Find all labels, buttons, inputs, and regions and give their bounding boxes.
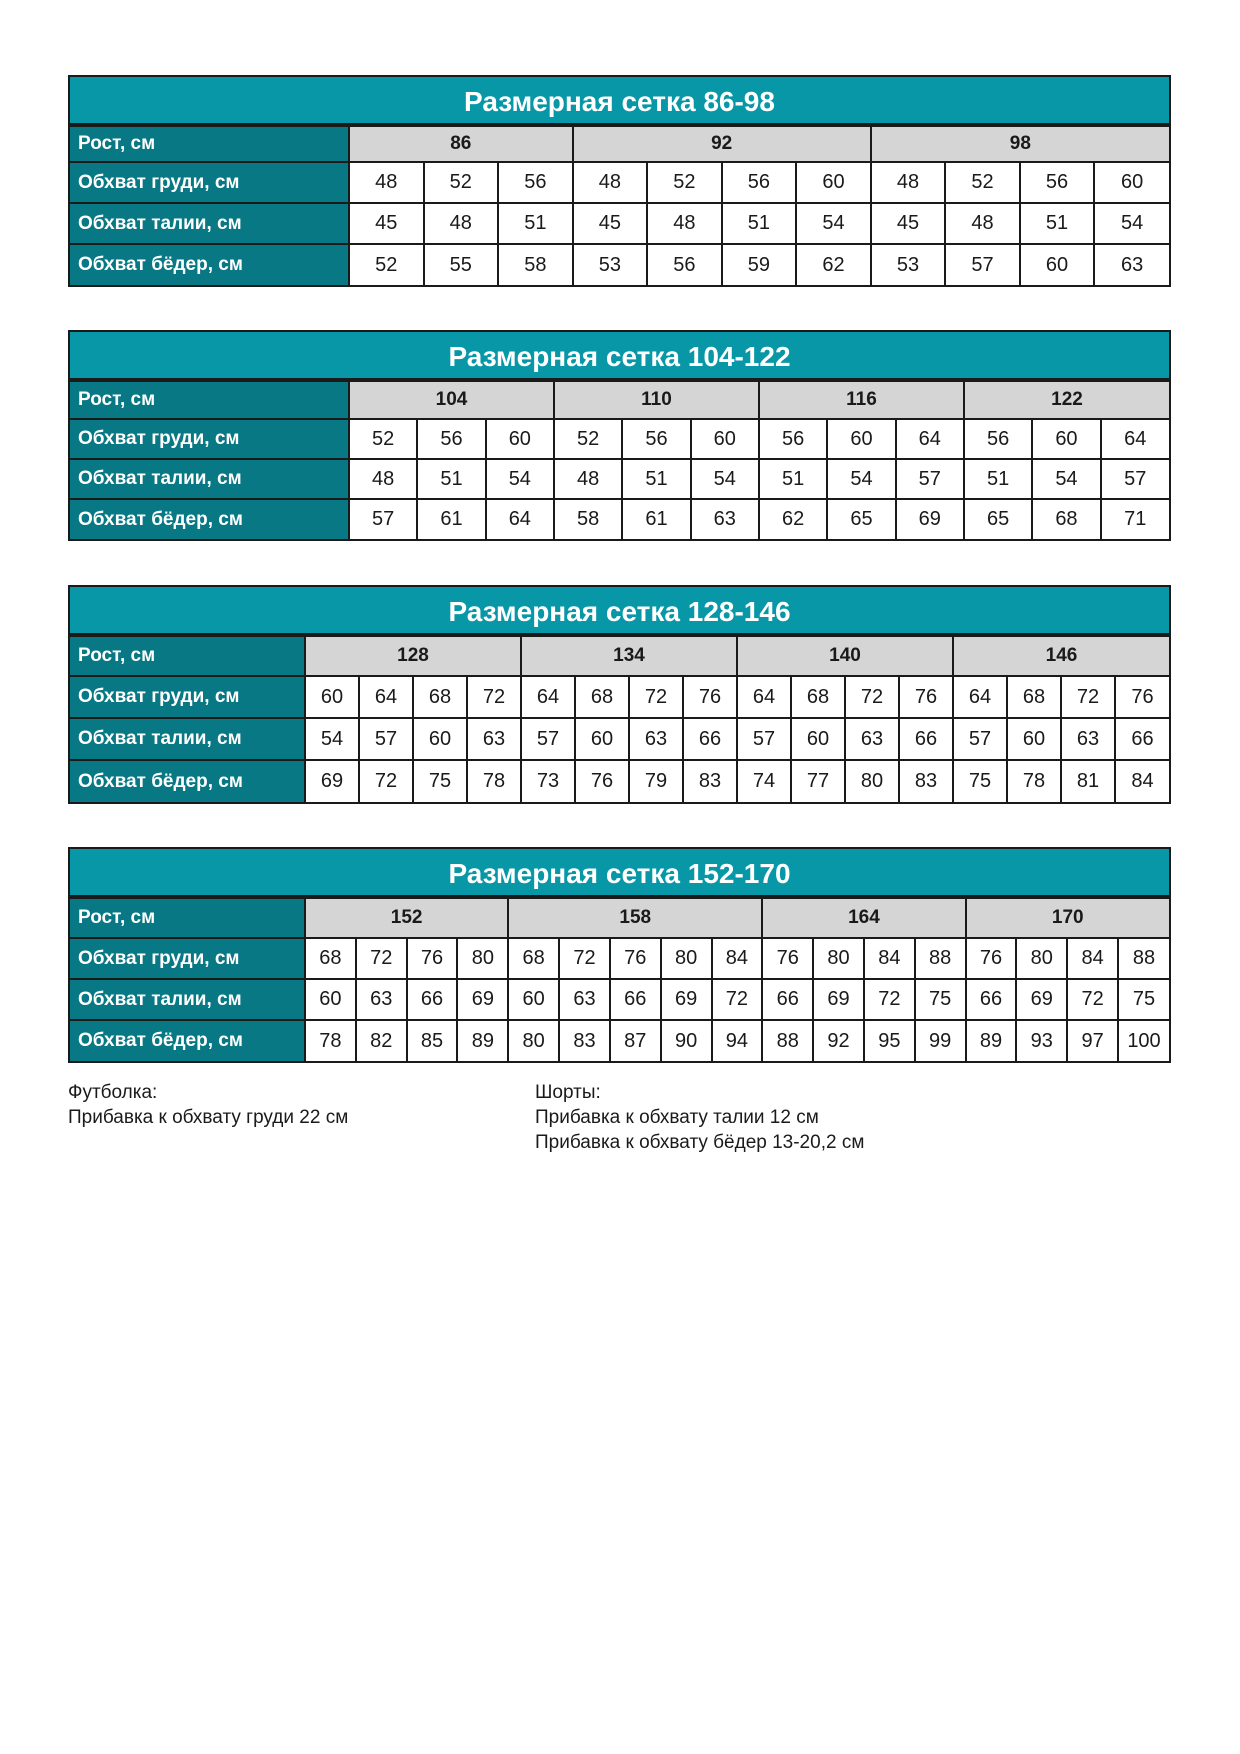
value-cell: 83 [559, 1020, 610, 1061]
value-cell: 88 [762, 1020, 813, 1061]
height-header: 98 [871, 126, 1169, 162]
size-table [70, 125, 1169, 285]
value-cell: 54 [827, 459, 895, 499]
value-cell: 72 [356, 938, 407, 979]
value-cell: 48 [573, 162, 648, 203]
value-cell: 84 [712, 938, 763, 979]
row-label: Обхват груди, см [70, 676, 305, 718]
value-cell: 85 [407, 1020, 458, 1061]
value-cell: 65 [964, 499, 1032, 539]
value-cell: 69 [896, 499, 964, 539]
value-cell: 54 [1032, 459, 1100, 499]
value-cell: 57 [945, 244, 1020, 285]
value-cell: 69 [305, 760, 359, 802]
chest-row [70, 419, 1169, 459]
value-cell: 63 [559, 979, 610, 1020]
height-header: 170 [966, 898, 1169, 938]
size-grid-3 [68, 585, 1171, 804]
value-cell: 63 [691, 499, 759, 539]
grid-title: Размерная сетка 104-122 [70, 332, 1169, 380]
note-line: Футболка: [68, 1082, 158, 1103]
value-cell: 84 [864, 938, 915, 979]
value-cell: 72 [559, 938, 610, 979]
value-cell: 57 [896, 459, 964, 499]
value-cell: 56 [647, 244, 722, 285]
value-cell: 51 [964, 459, 1032, 499]
height-header: 134 [521, 636, 737, 676]
value-cell: 60 [1007, 718, 1061, 760]
value-cell: 73 [521, 760, 575, 802]
value-cell: 72 [1061, 676, 1115, 718]
value-cell: 94 [712, 1020, 763, 1061]
row-label: Обхват талии, см [70, 979, 305, 1020]
value-cell: 64 [486, 499, 554, 539]
value-cell: 64 [1101, 419, 1169, 459]
value-cell: 65 [827, 499, 895, 539]
size-table [70, 897, 1169, 1061]
row-label: Обхват груди, см [70, 162, 349, 203]
value-cell: 54 [305, 718, 359, 760]
value-cell: 63 [356, 979, 407, 1020]
value-cell: 88 [1118, 938, 1169, 979]
value-cell: 48 [554, 459, 622, 499]
height-label: Рост, см [70, 898, 305, 938]
value-cell: 84 [1115, 760, 1169, 802]
value-cell: 89 [457, 1020, 508, 1061]
value-cell: 80 [1016, 938, 1067, 979]
value-cell: 76 [683, 676, 737, 718]
value-cell: 80 [813, 938, 864, 979]
height-header: 116 [759, 381, 964, 419]
value-cell: 72 [359, 760, 413, 802]
value-cell: 56 [498, 162, 573, 203]
value-cell: 60 [305, 676, 359, 718]
size-grid-1 [68, 75, 1171, 287]
value-cell: 54 [691, 459, 759, 499]
value-cell: 57 [953, 718, 1007, 760]
height-header: 146 [953, 636, 1169, 676]
value-cell: 60 [305, 979, 356, 1020]
value-cell: 100 [1118, 1020, 1169, 1061]
notes-shorts [535, 1080, 864, 1155]
row-label: Обхват бёдер, см [70, 1020, 305, 1061]
value-cell: 48 [424, 203, 499, 244]
value-cell: 66 [1115, 718, 1169, 760]
value-cell: 80 [457, 938, 508, 979]
row-label: Обхват талии, см [70, 459, 349, 499]
value-cell: 51 [759, 459, 827, 499]
value-cell: 69 [1016, 979, 1067, 1020]
chest-row [70, 162, 1169, 203]
value-cell: 66 [899, 718, 953, 760]
row-label: Обхват талии, см [70, 203, 349, 244]
waist-row [70, 718, 1169, 760]
size-grid-4 [68, 847, 1171, 1063]
value-cell: 69 [813, 979, 864, 1020]
height-header: 164 [762, 898, 965, 938]
value-cell: 54 [1094, 203, 1169, 244]
value-cell: 53 [573, 244, 648, 285]
notes-tshirt [68, 1080, 348, 1130]
value-cell: 68 [791, 676, 845, 718]
value-cell: 78 [467, 760, 521, 802]
value-cell: 76 [407, 938, 458, 979]
value-cell: 64 [359, 676, 413, 718]
value-cell: 75 [1118, 979, 1169, 1020]
height-header: 152 [305, 898, 508, 938]
value-cell: 72 [467, 676, 521, 718]
value-cell: 63 [845, 718, 899, 760]
value-cell: 45 [871, 203, 946, 244]
value-cell: 51 [498, 203, 573, 244]
value-cell: 63 [1094, 244, 1169, 285]
height-header: 158 [508, 898, 762, 938]
value-cell: 51 [622, 459, 690, 499]
value-cell: 69 [661, 979, 712, 1020]
size-table [70, 635, 1169, 802]
value-cell: 84 [1067, 938, 1118, 979]
value-cell: 66 [762, 979, 813, 1020]
row-label: Обхват бёдер, см [70, 244, 349, 285]
value-cell: 64 [896, 419, 964, 459]
grid-title: Размерная сетка 86-98 [70, 77, 1169, 125]
height-header: 86 [349, 126, 573, 162]
value-cell: 77 [791, 760, 845, 802]
value-cell: 53 [871, 244, 946, 285]
size-grid-2 [68, 330, 1171, 541]
value-cell: 45 [349, 203, 424, 244]
row-label: Обхват бёдер, см [70, 760, 305, 802]
value-cell: 75 [953, 760, 1007, 802]
value-cell: 71 [1101, 499, 1169, 539]
value-cell: 48 [349, 459, 417, 499]
value-cell: 76 [762, 938, 813, 979]
value-cell: 60 [508, 979, 559, 1020]
value-cell: 95 [864, 1020, 915, 1061]
note-line: Прибавка к обхвату груди 22 см [68, 1107, 349, 1128]
value-cell: 61 [622, 499, 690, 539]
value-cell: 60 [827, 419, 895, 459]
value-cell: 52 [647, 162, 722, 203]
value-cell: 60 [1032, 419, 1100, 459]
value-cell: 83 [683, 760, 737, 802]
value-cell: 48 [871, 162, 946, 203]
row-label: Обхват груди, см [70, 938, 305, 979]
value-cell: 83 [899, 760, 953, 802]
value-cell: 57 [521, 718, 575, 760]
value-cell: 80 [845, 760, 899, 802]
value-cell: 51 [1020, 203, 1095, 244]
value-cell: 57 [349, 499, 417, 539]
value-cell: 66 [407, 979, 458, 1020]
value-cell: 59 [722, 244, 797, 285]
value-cell: 51 [417, 459, 485, 499]
value-cell: 66 [683, 718, 737, 760]
value-cell: 74 [737, 760, 791, 802]
value-cell: 64 [953, 676, 1007, 718]
value-cell: 87 [610, 1020, 661, 1061]
value-cell: 75 [915, 979, 966, 1020]
value-cell: 79 [629, 760, 683, 802]
value-cell: 72 [712, 979, 763, 1020]
value-cell: 63 [467, 718, 521, 760]
value-cell: 62 [759, 499, 827, 539]
height-header: 122 [964, 381, 1169, 419]
value-cell: 69 [457, 979, 508, 1020]
value-cell: 64 [737, 676, 791, 718]
value-cell: 68 [1032, 499, 1100, 539]
value-cell: 92 [813, 1020, 864, 1061]
value-cell: 56 [1020, 162, 1095, 203]
note-line: Шорты: [535, 1082, 601, 1103]
value-cell: 61 [417, 499, 485, 539]
hips-row [70, 244, 1169, 285]
value-cell: 56 [622, 419, 690, 459]
value-cell: 99 [915, 1020, 966, 1061]
value-cell: 72 [1067, 979, 1118, 1020]
note-line: Прибавка к обхвату бёдер 13-20,2 см [535, 1132, 865, 1153]
note-line: Прибавка к обхвату талии 12 см [535, 1107, 819, 1128]
value-cell: 89 [966, 1020, 1017, 1061]
hips-row [70, 760, 1169, 802]
value-cell: 52 [554, 419, 622, 459]
value-cell: 60 [796, 162, 871, 203]
value-cell: 60 [486, 419, 554, 459]
row-label: Обхват талии, см [70, 718, 305, 760]
value-cell: 88 [915, 938, 966, 979]
waist-row [70, 979, 1169, 1020]
height-label: Рост, см [70, 636, 305, 676]
hips-row [70, 499, 1169, 539]
height-header: 104 [349, 381, 554, 419]
height-header: 110 [554, 381, 759, 419]
value-cell: 56 [759, 419, 827, 459]
grid-title: Размерная сетка 152-170 [70, 849, 1169, 897]
chest-row [70, 676, 1169, 718]
value-cell: 72 [864, 979, 915, 1020]
value-cell: 57 [737, 718, 791, 760]
value-cell: 52 [349, 419, 417, 459]
value-cell: 62 [796, 244, 871, 285]
value-cell: 56 [417, 419, 485, 459]
value-cell: 78 [1007, 760, 1061, 802]
value-cell: 55 [424, 244, 499, 285]
value-cell: 68 [413, 676, 467, 718]
size-table [70, 380, 1169, 539]
value-cell: 75 [413, 760, 467, 802]
value-cell: 48 [349, 162, 424, 203]
value-cell: 72 [845, 676, 899, 718]
hips-row [70, 1020, 1169, 1061]
value-cell: 66 [966, 979, 1017, 1020]
value-cell: 72 [629, 676, 683, 718]
value-cell: 54 [796, 203, 871, 244]
value-cell: 93 [1016, 1020, 1067, 1061]
value-cell: 68 [508, 938, 559, 979]
value-cell: 58 [498, 244, 573, 285]
row-label: Обхват бёдер, см [70, 499, 349, 539]
value-cell: 63 [1061, 718, 1115, 760]
height-label: Рост, см [70, 126, 349, 162]
value-cell: 76 [575, 760, 629, 802]
value-cell: 56 [964, 419, 1032, 459]
value-cell: 56 [722, 162, 797, 203]
value-cell: 78 [305, 1020, 356, 1061]
grid-title: Размерная сетка 128-146 [70, 587, 1169, 635]
height-header: 92 [573, 126, 871, 162]
value-cell: 68 [305, 938, 356, 979]
value-cell: 68 [1007, 676, 1061, 718]
value-cell: 97 [1067, 1020, 1118, 1061]
waist-row [70, 203, 1169, 244]
value-cell: 76 [1115, 676, 1169, 718]
value-cell: 57 [1101, 459, 1169, 499]
value-cell: 48 [647, 203, 722, 244]
value-cell: 60 [413, 718, 467, 760]
value-cell: 60 [575, 718, 629, 760]
value-cell: 76 [966, 938, 1017, 979]
value-cell: 66 [610, 979, 661, 1020]
value-cell: 80 [508, 1020, 559, 1061]
value-cell: 58 [554, 499, 622, 539]
value-cell: 60 [1094, 162, 1169, 203]
value-cell: 52 [349, 244, 424, 285]
height-header: 128 [305, 636, 521, 676]
value-cell: 76 [610, 938, 661, 979]
value-cell: 57 [359, 718, 413, 760]
value-cell: 82 [356, 1020, 407, 1061]
value-cell: 76 [899, 676, 953, 718]
value-cell: 68 [575, 676, 629, 718]
value-cell: 60 [691, 419, 759, 459]
value-cell: 52 [424, 162, 499, 203]
value-cell: 51 [722, 203, 797, 244]
value-cell: 64 [521, 676, 575, 718]
row-label: Обхват груди, см [70, 419, 349, 459]
value-cell: 80 [661, 938, 712, 979]
value-cell: 60 [1020, 244, 1095, 285]
height-label: Рост, см [70, 381, 349, 419]
waist-row [70, 459, 1169, 499]
value-cell: 54 [486, 459, 554, 499]
height-header: 140 [737, 636, 953, 676]
value-cell: 52 [945, 162, 1020, 203]
value-cell: 60 [791, 718, 845, 760]
chest-row [70, 938, 1169, 979]
value-cell: 90 [661, 1020, 712, 1061]
value-cell: 81 [1061, 760, 1115, 802]
value-cell: 48 [945, 203, 1020, 244]
value-cell: 63 [629, 718, 683, 760]
value-cell: 45 [573, 203, 648, 244]
